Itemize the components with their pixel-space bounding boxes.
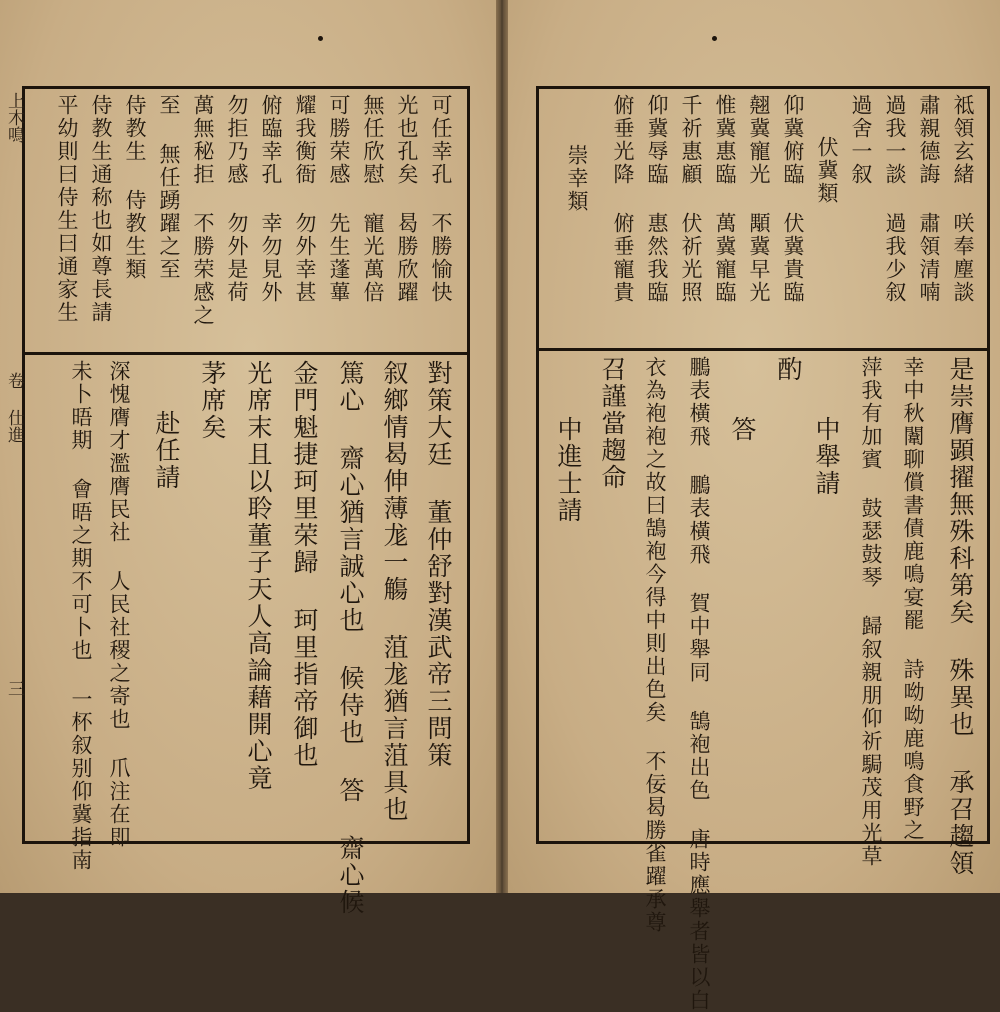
text-column: 無任欣慰 寵光萬倍 [361, 94, 385, 304]
text-column: 茅席矣 [198, 360, 227, 441]
text-column: 衣為袍袍之故曰鵠袍今得中則出色矣 不佞曷勝雀躍承尊 [643, 356, 667, 934]
section-heading: 伏冀類 [815, 136, 839, 205]
ink-dot [318, 36, 323, 41]
left-lower-block [30, 360, 465, 916]
text-column: 召謹當趨命 [598, 356, 627, 491]
text-column: 千祈惠顧 伏祈光照 [679, 94, 703, 304]
right-lower-block [544, 356, 986, 1012]
text-column: 祗領玄緒 咲奉塵談 [951, 94, 975, 304]
text-column: 可勝荣感 先生蓬蓽 [327, 94, 351, 304]
text-column: 平幼則曰侍生曰通家生 [55, 94, 79, 324]
text-column: 對策大廷 董仲舒對漢武帝三問策 [424, 360, 453, 769]
text-column: 侍教生 侍教生類 [123, 94, 147, 281]
left-upper-block [30, 94, 465, 348]
section-heading: 答 [728, 416, 757, 443]
text-column: 光席末且以聆董子天人高論藉開心竟 [244, 360, 273, 792]
text-column: 是崇膺顕擢無殊科第矣 殊異也 承召趨領 [946, 356, 975, 877]
left-margin-title: 上木鳴 [4, 92, 24, 143]
text-column: 可任幸孔 不勝愉快 [429, 94, 453, 304]
text-column: 光也孔矣 曷勝欣躍 [395, 94, 419, 304]
text-column: 仰冀俯臨 伏冀貴臨 [781, 94, 805, 304]
left-page-divider [22, 352, 470, 355]
text-column: 過舍一叙 [849, 94, 873, 186]
text-column: 俯垂光降 俯垂寵貴 [611, 94, 635, 304]
right-page-divider [536, 348, 990, 351]
text-column: 翹冀寵光 顒冀早光 [747, 94, 771, 304]
text-column: 惟冀惠臨 萬冀寵臨 [713, 94, 737, 304]
text-column: 深愧膺才濫膺民社 人民社稷之寄也 爪注在即 [107, 360, 131, 849]
text-column: 仰冀辱臨 惠然我臨 [645, 94, 669, 304]
text-column: 至 無任踴躍之至 [157, 94, 181, 281]
text-column: 萬無秘拒 不勝荣感之 [191, 94, 215, 327]
ink-dot [712, 36, 717, 41]
text-column: 勿拒乃感 勿外是荷 [225, 94, 249, 304]
text-column: 金門魁捷珂里荣歸 珂里指帝御也 [290, 360, 319, 769]
text-column: 俯臨幸孔 幸勿見外 [259, 94, 283, 304]
right-upper-block [544, 94, 986, 344]
text-column: 萍我有加賓 鼓瑟鼓琴 歸叙親朋仰祈駶茂用光草 [859, 356, 883, 868]
section-heading: 中進士請 [554, 416, 583, 524]
text-column: 侍教生通称也如尊長請 [89, 94, 113, 324]
left-margin-juan: 卷 仕進 [4, 372, 24, 443]
text-column: 篤心 齋心猶言誠心也 候侍也 答 齋心候 [336, 360, 365, 916]
text-column: 未卜晤期 會晤之期不可卜也 一杯叙别仰冀指南 [69, 360, 93, 872]
text-column: 幸中秋闈聊償書債鹿鳴宴罷 詩呦呦鹿鳴食野之 [901, 356, 925, 842]
text-column: 耀我衡衙 勿外幸甚 [293, 94, 317, 304]
text-column: 鵬表橫飛 鵬表橫飛 賀中舉同 鵠袍出色 唐時應舉者皆以白 [687, 356, 711, 1012]
text-column: 叙鄉情曷伸薄尨一觴 菹尨猶言菹具也 [380, 360, 409, 823]
text-column: 肅親德誨 肅領清喃 [917, 94, 941, 304]
text-column: 過我一談 過我少叙 [883, 94, 907, 304]
section-heading: 赴任請 [152, 410, 181, 491]
left-margin-page-number: 三 [4, 680, 24, 697]
text-column: 酌 [774, 356, 803, 383]
section-heading: 崇幸類 [565, 144, 589, 213]
book-gutter [496, 0, 508, 893]
section-heading: 中舉請 [812, 416, 841, 497]
